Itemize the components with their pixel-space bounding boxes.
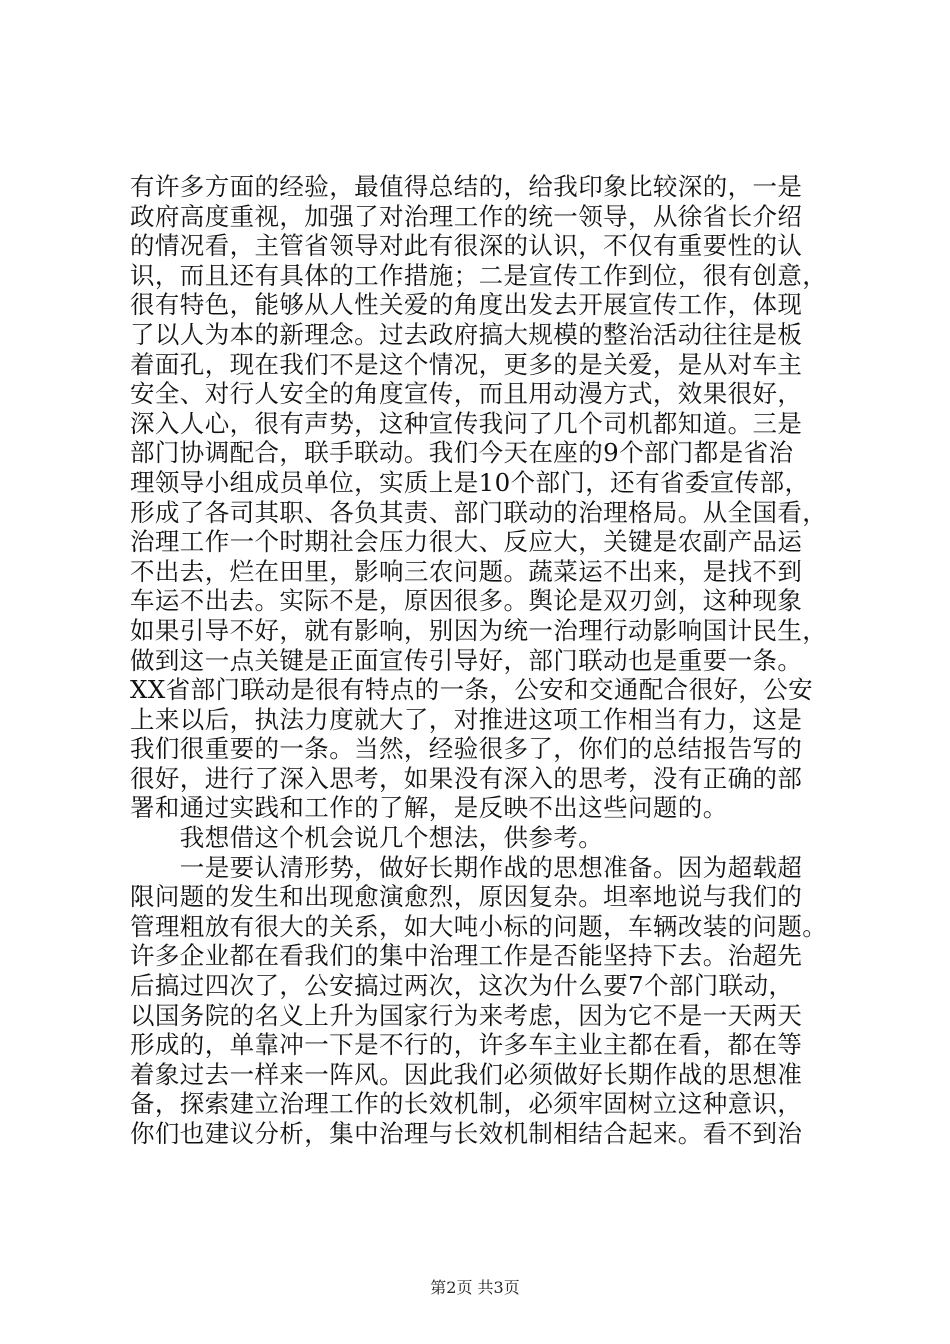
text-line: 部门协调配合，联手联动。我们今天在座的9个部门都是省治 <box>130 438 794 468</box>
text-line: 你们也建议分析，集中治理与长效机制相结合起来。看不到治 <box>130 1119 803 1148</box>
text-line: 很好，进行了深入思考，如果没有深入的思考，没有正确的部 <box>130 763 803 793</box>
text-line: 的情况看，主管省领导对此有很深的认识，不仅有重要性的认 <box>130 231 803 261</box>
text-line: 限问题的发生和出现愈演愈烈，原因复杂。坦率地说与我们的 <box>130 882 803 912</box>
text-line: 很有特色，能够从人性关爱的角度出发去开展宣传工作，体现 <box>130 290 803 320</box>
text-line: 如果引导不好，就有影响，别因为统一治理行动影响国计民生， <box>130 615 828 645</box>
text-line: 形成的，单靠冲一下是不行的，许多车主业主都在看，都在等 <box>130 1030 803 1060</box>
page-number-footer: 第2页 共3页 <box>430 1278 520 1297</box>
text-line: 我们很重要的一条。当然，经验很多了，你们的总结报告写的 <box>130 734 803 764</box>
text-line: 以国务院的名义上升为国家行为来考虑，因为它不是一天两天 <box>130 1000 803 1030</box>
text-line: 署和通过实践和工作的了解，是反映不出这些问题的。 <box>130 793 728 823</box>
text-line: 后搞过四次了，公安搞过两次，这次为什么要7个部门联动， <box>130 971 794 1001</box>
text-line: 形成了各司其职、各负其责、部门联动的治理格局。从全国看， <box>130 497 828 527</box>
text-line: 深入人心，很有声势，这种宣传我问了几个司机都知道。三是 <box>130 408 803 438</box>
text-line: XX省部门联动是很有特点的一条，公安和交通配合很好，公安 <box>130 675 814 705</box>
body-text <box>130 172 855 1149</box>
text-line: 政府高度重视，加强了对治理工作的统一领导，从徐省长介绍 <box>130 201 803 231</box>
paragraph-start-line: 我想借这个机会说几个想法，供参考。 <box>130 823 604 853</box>
text-line: 上来以后，执法力度就大了，对推进这项工作相当有力，这是 <box>130 704 803 734</box>
text-line: 了以人为本的新理念。过去政府搞大规模的整治活动往往是板 <box>130 319 803 349</box>
text-line: 许多企业都在看我们的集中治理工作是否能坚持下去。治超先 <box>130 941 803 971</box>
text-line: 治理工作一个时期社会压力很大、反应大，关键是农副产品运 <box>130 527 803 557</box>
text-line: 着面孔，现在我们不是这个情况，更多的是关爱，是从对车主 <box>130 349 803 379</box>
text-line: 不出去，烂在田里，影响三农问题。蔬菜运不出来，是找不到 <box>130 556 803 586</box>
paragraph-start-line: 一是要认清形势，做好长期作战的思想准备。因为超载超 <box>130 852 803 882</box>
text-line: 安全、对行人安全的角度宣传，而且用动漫方式，效果很好， <box>130 379 803 409</box>
text-line: 着象过去一样来一阵风。因此我们必须做好长期作战的思想准 <box>130 1059 803 1089</box>
text-line: 有许多方面的经验，最值得总结的，给我印象比较深的，一是 <box>130 172 803 201</box>
text-line: 备，探索建立治理工作的长效机制，必须牢固树立这种意识， <box>130 1089 803 1119</box>
text-line: 识，而且还有具体的工作措施；二是宣传工作到位，很有创意， <box>130 260 828 290</box>
text-line: 车运不出去。实际不是，原因很多。舆论是双刃剑，这种现象 <box>130 586 803 616</box>
text-line: 管理粗放有很大的关系，如大吨小标的问题，车辆改装的问题。 <box>130 911 828 941</box>
text-line: 做到这一点关键是正面宣传引导好，部门联动也是重要一条。 <box>130 645 803 675</box>
text-line: 理领导小组成员单位，实质上是10个部门，还有省委宣传部， <box>130 467 810 497</box>
